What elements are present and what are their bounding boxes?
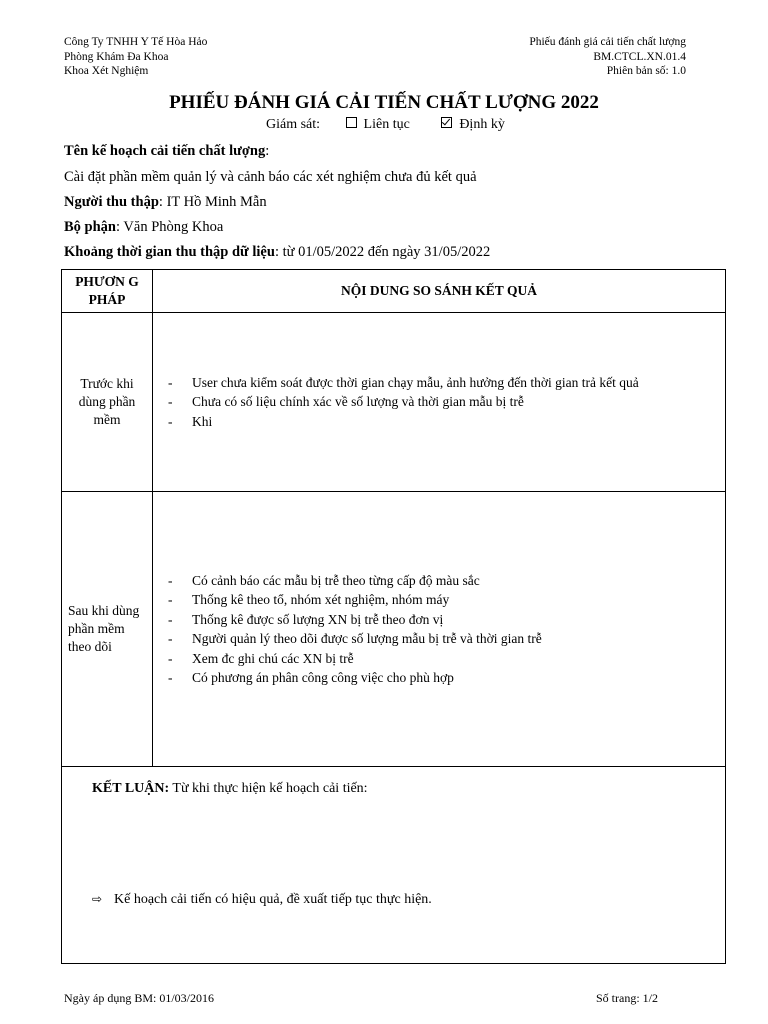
monitoring-label: Giám sát:	[266, 117, 321, 132]
method-header: PHƯƠN G PHÁP	[62, 270, 153, 313]
list-item: - User chưa kiểm soát được thời gian chạy mẫu, ảnh hưởng đến thời gian trả kết quả	[168, 373, 725, 393]
plan-value: Cài đặt phần mềm quản lý và cảnh báo các xét nghiệm chưa đủ kết quả	[64, 169, 477, 185]
list-item: - Có cảnh báo các mẫu bị trễ theo từng cấp độ màu sắc	[168, 571, 725, 591]
option-periodic-label: Định kỳ	[459, 117, 505, 132]
content-before	[153, 313, 726, 492]
conclusion-label: KẾT LUẬN:	[92, 781, 170, 796]
department-line: Bộ phận: Văn Phòng Khoa	[64, 219, 224, 235]
checked-box-icon[interactable]	[441, 117, 452, 128]
conclusion-result: Kế hoạch cải tiến có hiệu quả, đề xuất tiếp tục thực hiện.	[114, 892, 432, 907]
department-value: Văn Phòng Khoa	[123, 219, 224, 235]
table-row	[62, 313, 726, 492]
clinic-name: Phòng Khám Đa Khoa	[64, 50, 169, 63]
collector-value: IT Hồ Minh Mẫn	[166, 194, 267, 210]
company-name: Công Ty TNHH Y Tế Hòa Hảo	[64, 36, 208, 48]
header-right	[529, 35, 686, 79]
form-code: BM.CTCL.XN.01.4	[593, 50, 686, 63]
list-item: - Có phương án phân công công việc cho phù hợp	[168, 668, 725, 688]
list-item: - Khi	[168, 412, 725, 432]
period-label: Khoảng thời gian thu thập dữ liệu	[64, 244, 275, 260]
plan-label: Tên kế hoạch cải tiến chất lượng	[64, 143, 266, 159]
footer-page-number: Số trang: 1/2	[596, 991, 658, 1005]
page-title: PHIẾU ĐÁNH GIÁ CẢI TIẾN CHẤT LƯỢNG 2022	[169, 92, 599, 113]
content-header: NỘI DUNG SO SÁNH KẾT QUẢ	[153, 270, 726, 313]
department-label: Bộ phận	[64, 219, 116, 235]
comparison-table	[61, 269, 726, 964]
arrow-right-icon: ⇨	[92, 892, 103, 906]
conclusion-text: Từ khi thực hiện kế hoạch cải tiến:	[172, 781, 368, 796]
method-after: Sau khi dùng phần mềm theo dõi	[62, 492, 153, 767]
option-continuous[interactable]	[346, 117, 414, 132]
list-item: - Thống kê theo tổ, nhóm xét nghiệm, nhóm máy	[168, 590, 725, 610]
table-row	[62, 492, 726, 767]
option-periodic[interactable]	[441, 117, 505, 132]
header-left	[64, 35, 207, 79]
table-header-row	[62, 270, 726, 313]
conclusion-cell	[62, 767, 726, 964]
method-before: Trước khi dùng phần mềm	[62, 313, 153, 492]
conclusion-line	[92, 781, 725, 797]
collector-label: Người thu thập	[64, 194, 159, 210]
list-item: - Người quản lý theo dõi được số lượng mẫu bị trễ và thời gian trễ	[168, 629, 725, 649]
list-item: - Thống kê được số lượng XN bị trễ theo đơn vị	[168, 610, 725, 630]
before-list	[153, 373, 725, 432]
option-continuous-label: Liên tục	[363, 117, 410, 132]
footer-apply-date: Ngày áp dụng BM: 01/03/2016	[64, 991, 214, 1005]
period-line: Khoảng thời gian thu thập dữ liệu: từ 01/05/2022 đến ngày 31/05/2022	[64, 244, 491, 260]
unchecked-box-icon[interactable]	[346, 117, 357, 128]
monitoring-row	[266, 117, 505, 133]
collector-line: Người thu thập: IT Hồ Minh Mẫn	[64, 194, 267, 210]
list-item: - Xem đc ghi chú các XN bị trễ	[168, 649, 725, 669]
content-after	[153, 492, 726, 767]
conclusion-row	[62, 767, 726, 964]
period-value: từ 01/05/2022 đến ngày 31/05/2022	[282, 244, 491, 260]
after-list	[153, 571, 725, 688]
conclusion-result-line	[92, 892, 725, 908]
plan-label-line: Tên kế hoạch cải tiến chất lượng:	[64, 143, 270, 159]
lab-name: Khoa Xét Nghiệm	[64, 65, 149, 77]
list-item: - Chưa có số liệu chính xác về số lượng và thời gian mẫu bị trễ	[168, 392, 725, 412]
form-name: Phiếu đánh giá cải tiến chất lượng	[529, 36, 686, 48]
form-version: Phiên bản số: 1.0	[606, 65, 686, 77]
